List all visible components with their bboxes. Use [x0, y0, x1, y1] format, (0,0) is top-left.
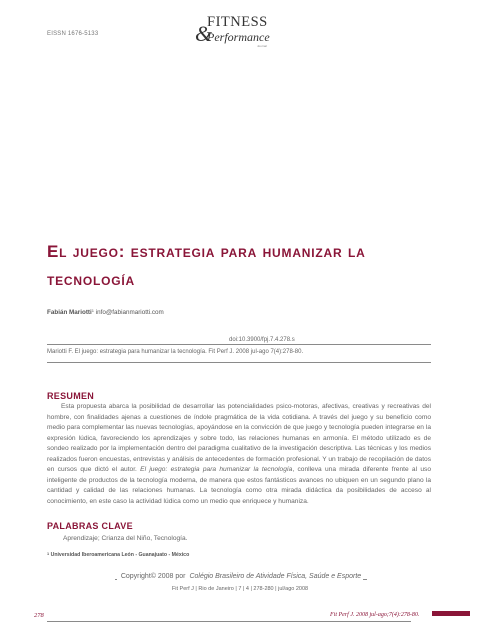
logo-fitness: FITNESS: [207, 14, 268, 30]
copyright-prefix: Copyright© 2008 por: [120, 573, 188, 580]
doi[interactable]: doi:10.3900/fpj.7.4.278.s: [229, 337, 295, 343]
author-sup: 1: [91, 308, 95, 313]
footer-rule: [47, 621, 411, 622]
journal-info: Fit Perf J | Rio de Janeiro | 7 | 4 | 278-280 | jul/ago 2008: [171, 586, 309, 592]
article-title: El juego: estrategia para humanizar la tecnología: [47, 242, 366, 289]
author-line: [47, 309, 164, 316]
copyright-org: Colégio Brasileiro de Atividade Física, Saúde e Esporte: [189, 573, 362, 580]
abstract-body: [47, 402, 431, 507]
abstract-text: Esta propuesta abarca la posibilidad de desarrollar las potencialidades psico-motoras, afectivas, creativas y recreativas del hombre, con finalidades ajenas a cuestiones de índole pragmática de la vida cotidiana. A través del juego y su beneficio como medio para complementar las nuevas tecnologías, apoyándose en la convicción de que juego y tecnología pueden integrarse en la expresión lúdica, favoreciendo los aprendizajes y sobre todo, las relaciones humanas en armonía. El método utilizado es de sondeo realizado por la implementación dentro del paradigma cualitativo de la investigación descriptiva. Las técnicas y los medios realizados fueron encuestas, entrevistas y análisis de antecedentes de formación profesional. Y un trabajo de recopilación de datos en cursos que dictó el autor.: [47, 403, 431, 473]
citation: Mariotti F. El juego: estrategia para humanizar la tecnología. Fit Perf J. 2008 jul-ago 7(4):278-80.: [47, 349, 304, 355]
page-number: 278: [34, 612, 44, 619]
logo-journal: Journal: [257, 44, 267, 48]
author-email[interactable]: info@fabianmariotti.com: [95, 309, 164, 316]
footer-citation: Fit Perf J. 2008 jul-ago;7(4):278-80.: [330, 612, 420, 618]
affiliation-text: Universidad Iberoamericana León - Guanajuato - México: [50, 552, 190, 558]
abstract-text-cont: , conlleva una mirada diferente frente al uso inteligente de productos de la tecnología moderna, de manera que estos fantásticos avances no ubiquen en un segundo plano la cantidad y calidad de las relaciones humanas. La tecnología como otra mirada didáctica da posibilidades de acceso al conocimiento, en este caso la actividad lúdica como un medio que enriquece y humaniza.: [47, 466, 431, 505]
divider: [47, 344, 431, 345]
footer-accent-bar: [432, 611, 470, 616]
abstract-italic: El juego: estrategia para humanizar la tecnología: [140, 466, 293, 473]
journal-logo: [195, 14, 275, 48]
keywords: Aprendizaje; Crianza del Niño, Tecnología.: [63, 535, 188, 542]
author-name: Fabián Mariotti: [47, 309, 92, 316]
affiliation-sup: 1: [47, 552, 50, 556]
divider: [47, 362, 431, 363]
resumen-heading: RESUMEN: [47, 391, 95, 401]
issn: EISSN 1676-5133: [47, 31, 99, 37]
logo-performance: Performance: [207, 30, 270, 44]
copyright: [0, 573, 480, 580]
affiliation: [47, 552, 189, 558]
keywords-heading: PALABRAS CLAVE: [47, 521, 133, 531]
logo-ampersand: &: [195, 21, 213, 46]
